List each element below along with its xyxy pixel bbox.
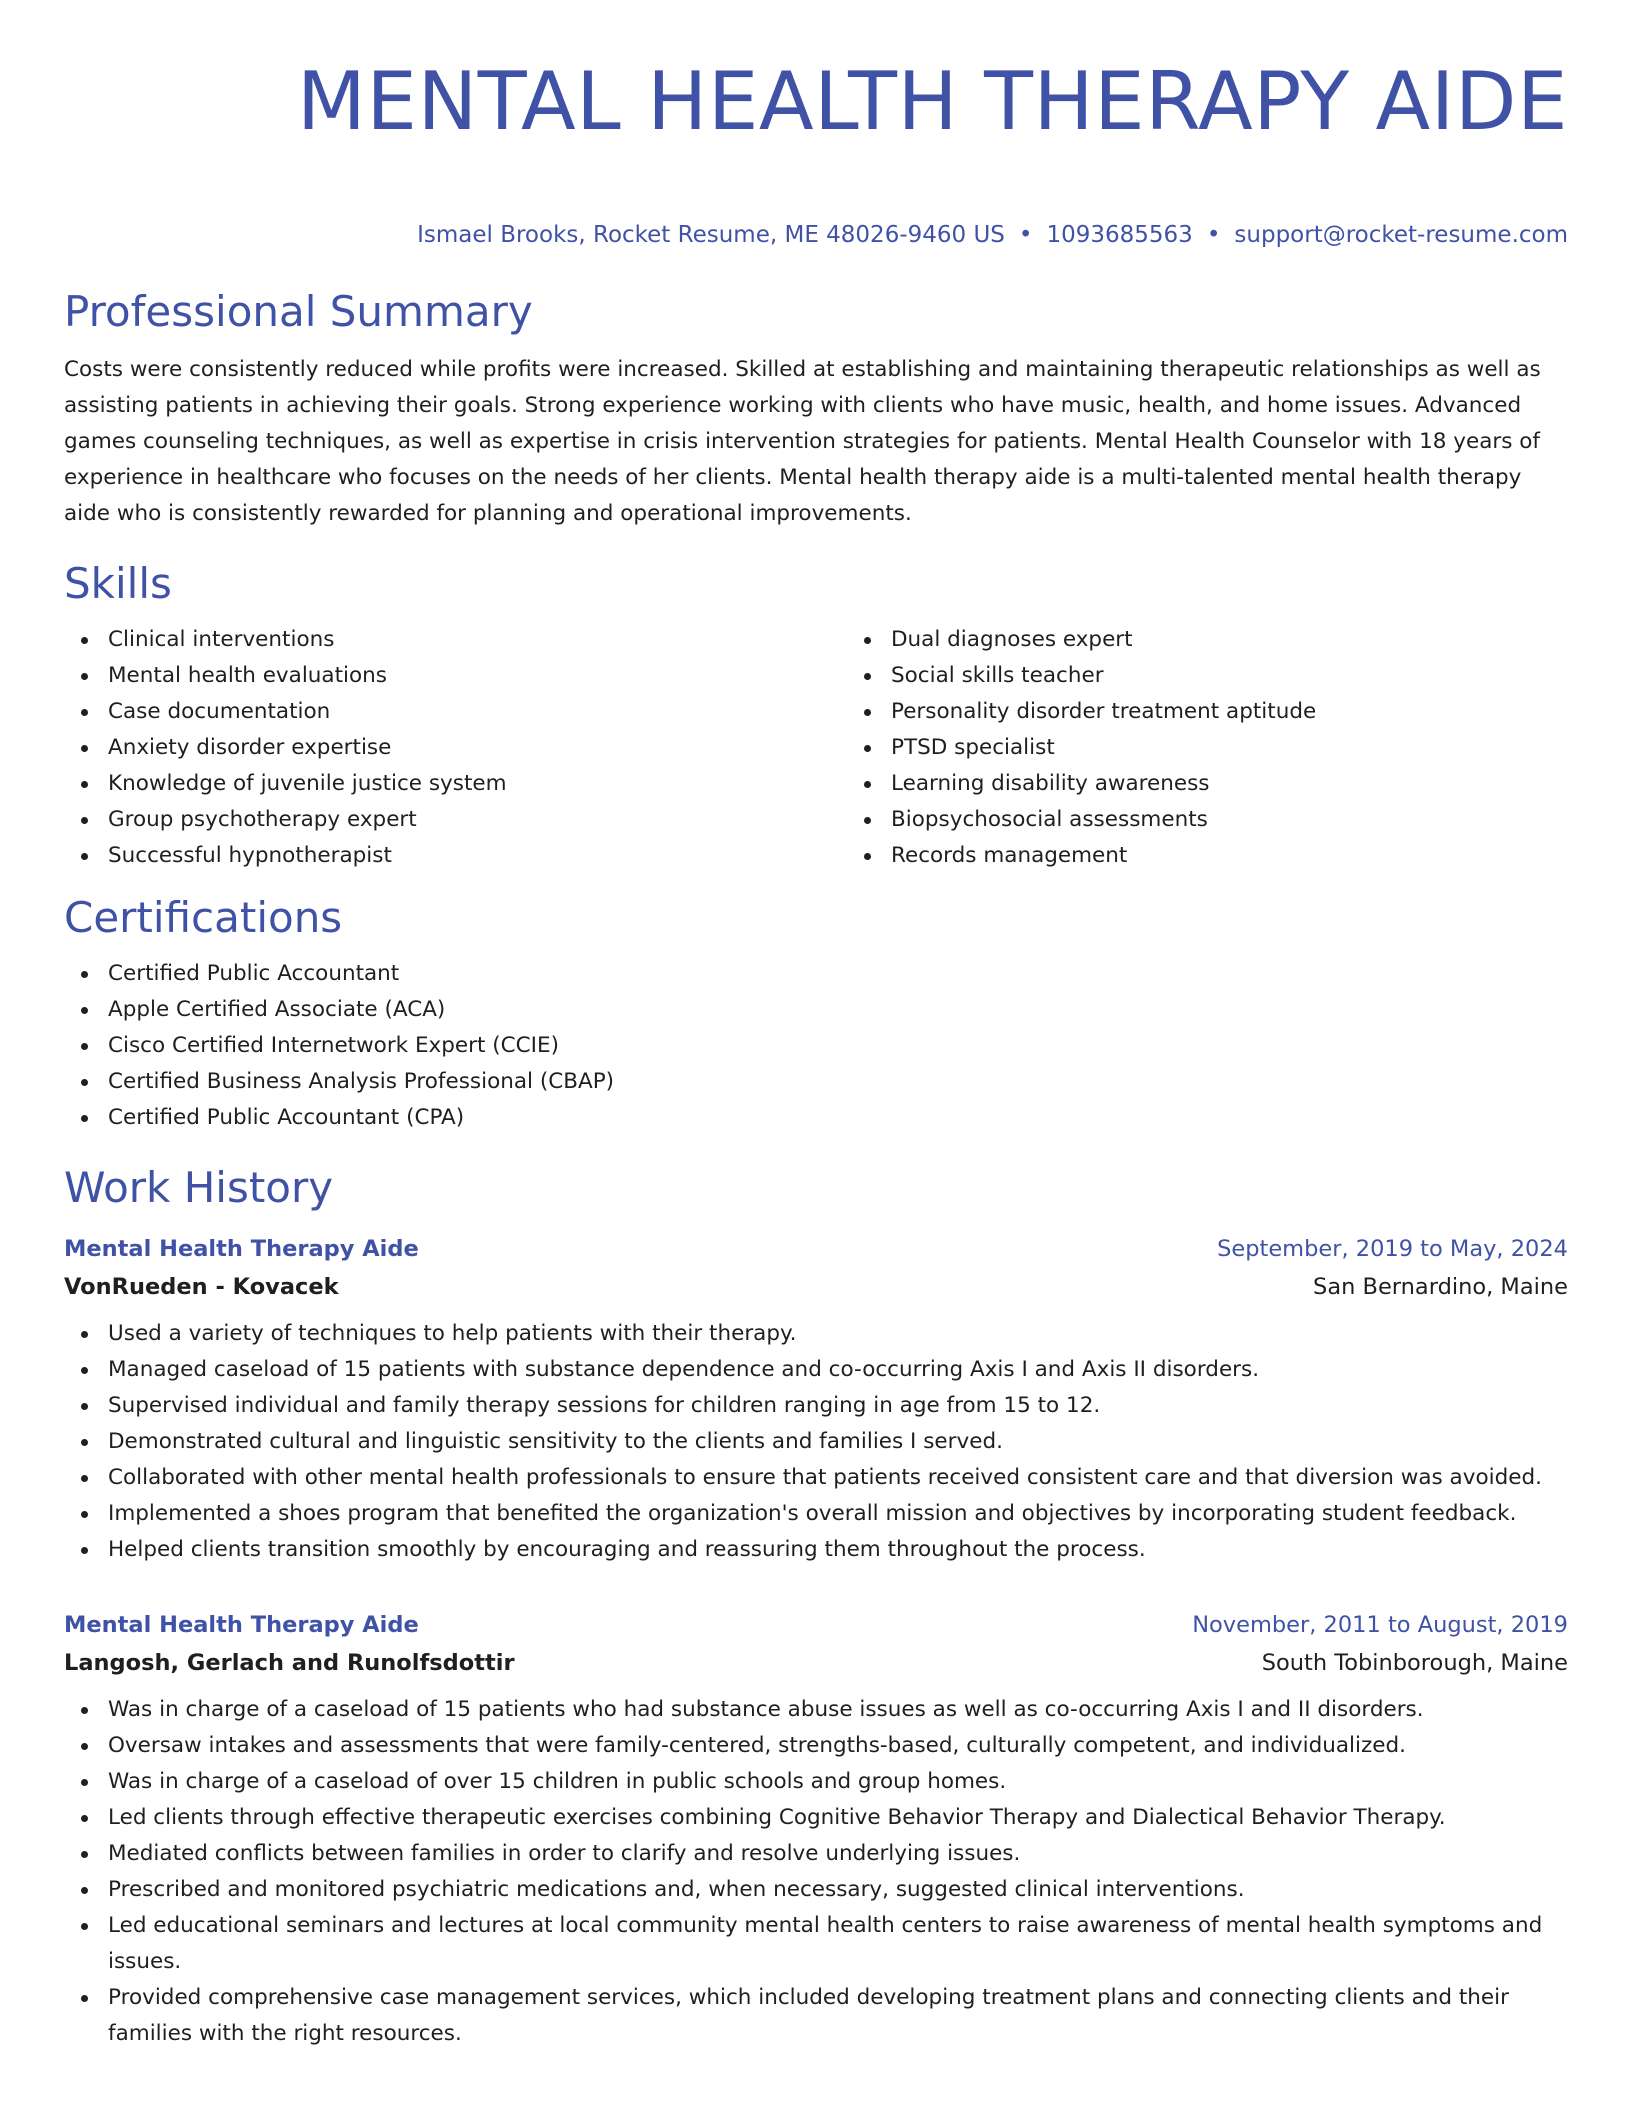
skill-item: Clinical interventions: [108, 622, 847, 658]
certification-item: Apple Certified Associate (ACA): [108, 992, 1568, 1028]
skill-item: Records management: [891, 838, 1630, 874]
skill-item: Social skills teacher: [891, 658, 1630, 694]
job-title: Mental Health Therapy Aide: [64, 1236, 419, 1262]
job-title-row: [64, 1606, 1568, 1644]
certification-item: Certified Public Accountant (CPA): [108, 1100, 1568, 1136]
work-history-heading: Work History: [64, 1163, 334, 1212]
skill-item: Knowledge of juvenile justice system: [108, 766, 847, 802]
job-location: South Tobinborough, Maine: [1261, 1650, 1568, 1676]
job-duty-item: Was in charge of a caseload of over 15 children in public schools and group homes.: [108, 1764, 1568, 1800]
job-duty-item: Led educational seminars and lectures at local community mental health centers to raise awareness of mental health symptoms and issues.: [108, 1908, 1568, 1980]
job-duty-item: Was in charge of a caseload of 15 patients who had substance abuse issues as well as co-occurring Axis I and II disorders.: [108, 1692, 1568, 1728]
contact-line: [64, 220, 1568, 250]
job-duty-item: Supervised individual and family therapy sessions for children ranging in age from 15 to 12.: [108, 1388, 1568, 1424]
work-history-section: [64, 1160, 1568, 2052]
skills-heading: Skills: [64, 559, 172, 608]
summary-section: [64, 284, 1568, 532]
skill-item: PTSD specialist: [891, 730, 1630, 766]
job-duty-item: Mediated conflicts between families in order to clarify and resolve underlying issues.: [108, 1836, 1568, 1872]
job-location: San Bernardino, Maine: [1313, 1274, 1568, 1300]
skill-item: Learning disability awareness: [891, 766, 1630, 802]
skill-item: Biopsychosocial assessments: [891, 802, 1630, 838]
job-duty-item: Demonstrated cultural and linguistic sensitivity to the clients and families I served.: [108, 1424, 1568, 1460]
certification-item: Certified Public Accountant: [108, 956, 1568, 992]
skills-section: [64, 556, 1568, 874]
skill-item: Successful hypnotherapist: [108, 838, 847, 874]
job-duties-list: [64, 1692, 1568, 2052]
job-company-row: [64, 1644, 1568, 1682]
job-duty-item: Helped clients transition smoothly by encouraging and reassuring them throughout the process.: [108, 1532, 1568, 1568]
skill-item: Case documentation: [108, 694, 847, 730]
job-duty-item: Used a variety of techniques to help patients with their therapy.: [108, 1316, 1568, 1352]
job-dates: November, 2011 to August, 2019: [1192, 1612, 1568, 1638]
skills-columns: [64, 622, 1568, 874]
skill-item: Anxiety disorder expertise: [108, 730, 847, 766]
job-duty-item: Managed caseload of 15 patients with substance dependence and co-occurring Axis I and Axis II disorders.: [108, 1352, 1568, 1388]
contact-phone: 1093685563: [1046, 222, 1193, 248]
job-dates: September, 2019 to May, 2024: [1217, 1236, 1568, 1262]
job-company: VonRueden - Kovacek: [64, 1274, 339, 1300]
resume-header: [64, 48, 1568, 250]
contact-address: Ismael Brooks, Rocket Resume, ME 48026-9460 US: [417, 222, 1005, 248]
certifications-heading: Certifications: [64, 893, 343, 942]
job-duties-list: [64, 1316, 1568, 1568]
job-duty-item: Led clients through effective therapeutic exercises combining Cognitive Behavior Therapy and Dialectical Behavior Therapy.: [108, 1800, 1568, 1836]
job-title-row: [64, 1230, 1568, 1268]
certification-item: Certified Business Analysis Professional (CBAP): [108, 1064, 1568, 1100]
job-company-row: [64, 1268, 1568, 1306]
skill-item: Dual diagnoses expert: [891, 622, 1630, 658]
skills-list-left: [64, 622, 847, 874]
contact-separator: •: [1018, 222, 1033, 248]
certifications-section: [64, 890, 1568, 1136]
summary-text: Costs were consistently reduced while profits were increased. Skilled at establishing and maintaining therapeutic relationships as well as assisting patients in achieving their goals. Strong experience working with clients who have music, health, and home issues. Advanced games counseling techniques, as well as expertise in crisis intervention strategies for patients. Mental Health Counselor with 18 years of experience in healthcare who focuses on the needs of her clients. Mental health therapy aide is a multi-talented mental health therapy aide who is consistently rewarded for planning and operational improvements.: [64, 357, 1541, 526]
contact-separator: •: [1206, 222, 1221, 248]
skills-list-right: [847, 622, 1630, 874]
job-duty-item: Oversaw intakes and assessments that were family-centered, strengths-based, culturally competent, and individualized.: [108, 1728, 1568, 1764]
job-entry: [64, 1606, 1568, 2052]
job-duty-item: Provided comprehensive case management services, which included developing treatment plans and connecting clients and their families with the right resources.: [108, 1980, 1568, 2052]
skill-item: Group psychotherapy expert: [108, 802, 847, 838]
job-company: Langosh, Gerlach and Runolfsdottir: [64, 1650, 515, 1676]
job-duty-item: Implemented a shoes program that benefited the organization's overall mission and objectives by incorporating student feedback.: [108, 1496, 1568, 1532]
certifications-list: [64, 956, 1568, 1136]
resume-title: MENTAL HEALTH THERAPY AIDE: [296, 55, 1568, 148]
job-duty-item: Collaborated with other mental health professionals to ensure that patients received consistent care and that diversion was avoided.: [108, 1460, 1568, 1496]
job-duty-item: Prescribed and monitored psychiatric medications and, when necessary, suggested clinical interventions.: [108, 1872, 1568, 1908]
job-entry: [64, 1230, 1568, 1568]
contact-email: support@rocket-resume.com: [1234, 222, 1568, 248]
job-title: Mental Health Therapy Aide: [64, 1612, 419, 1638]
skill-item: Mental health evaluations: [108, 658, 847, 694]
certification-item: Cisco Certified Internetwork Expert (CCIE): [108, 1028, 1568, 1064]
skill-item: Personality disorder treatment aptitude: [891, 694, 1630, 730]
summary-heading: Professional Summary: [64, 287, 533, 336]
